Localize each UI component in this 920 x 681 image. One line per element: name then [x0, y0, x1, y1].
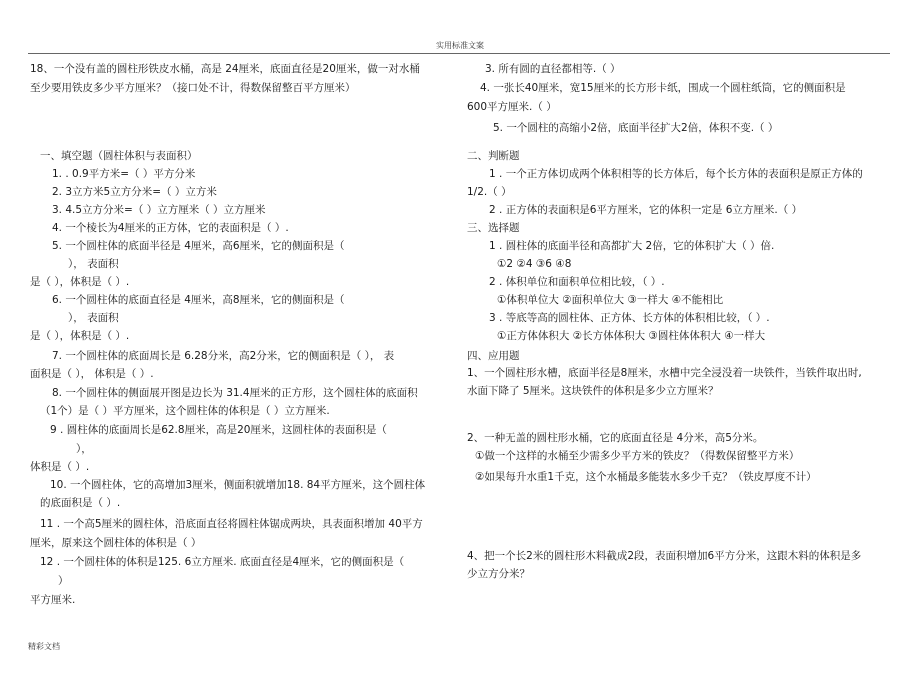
text-line: ①体积单位大 ②面积单位大 ③一样大 ④不能相比: [497, 294, 724, 306]
text-line: 1、一个圆柱形水槽，底面半径是8厘米，水槽中完全浸没着一块铁件，当铁件取出时,: [467, 367, 862, 379]
text-line: ②如果每升水重1千克，这个水桶最多能装水多少千克？（铁皮厚度不计）: [475, 471, 817, 483]
header-rule: [28, 53, 890, 54]
text-line: 3. 所有圆的直径都相等.（ ）: [485, 63, 621, 75]
text-line: 8. 一个圆柱体的侧面展开图是边长为 31.4厘米的正方形，这个圆柱体的底面积: [52, 387, 418, 399]
text-line: 4、把一个长2米的圆柱形木料截成2段，表面积增加6平方分米，这跟木料的体积是多: [467, 550, 862, 562]
page-header: 实用标准文案: [436, 41, 484, 50]
text-line: 7. 一个圆柱体的底面周长是 6.28分米，高2分米，它的侧面积是（ ）， 表: [52, 350, 395, 362]
text-line: 1 . 一个正方体切成两个体积相等的长方体后，每个长方体的表面积是原正方体的: [489, 168, 863, 180]
text-line: 1/2.（ ）: [467, 186, 512, 198]
text-line: （1个）是（ ）平方厘米，这个圆柱体的体积是（ ）立方厘米.: [40, 405, 330, 417]
text-line: 一、填空题（圆柱体积与表面积）: [40, 150, 198, 162]
text-line: 3 . 等底等高的圆柱体、正方体、长方体的体积相比较，（ ）.: [489, 312, 770, 324]
text-line: ①做一个这样的水桶至少需多少平方米的铁皮？（得数保留整平方米）: [475, 450, 800, 462]
text-line: 体积是（ ）.: [30, 461, 90, 473]
text-line: 11 . 一个高5厘米的圆柱体，沿底面直径将圆柱体锯成两块，具表面积增加 40平方: [40, 518, 423, 530]
text-line: 是（ ），体积是（ ）.: [30, 330, 130, 342]
text-line: ①正方体体积大 ②长方体体积大 ③圆柱体体积大 ④一样大: [497, 330, 766, 342]
text-line: 4. 一个棱长为4厘米的正方体，它的表面积是（ ）.: [52, 222, 289, 234]
text-line: 9 . 圆柱体的底面周长是62.8厘米，高是20厘米，这圆柱体的表面积是（: [50, 424, 387, 436]
text-line: 二、判断题: [467, 150, 520, 162]
text-line: 5. 一个圆柱体的底面半径是 4厘米，高6厘米，它的侧面积是（: [52, 240, 345, 252]
text-line: 600平方厘米.（ ）: [467, 101, 557, 113]
text-line: 6. 一个圆柱体的底面直径是 4厘米，高8厘米，它的侧面积是（: [52, 294, 345, 306]
text-line: 三、选择题: [467, 222, 520, 234]
text-line: 水面下降了 5厘米。这块铁件的体积是多少立方厘米？: [467, 385, 719, 397]
text-line: 10. 一个圆柱体，它的高增加3厘米，侧面积就增加18. 84平方厘米，这个圆柱体: [50, 479, 426, 491]
text-line: 3. 4.5立方分米=（ ）立方厘米（ ）立方厘米: [52, 204, 266, 216]
text-line: 的底面积是（ ）.: [40, 497, 121, 509]
text-line: 1. . 0.9平方米=（ ）平方分米: [52, 168, 196, 180]
text-line: 4. 一张长40厘米，宽15厘米的长方形卡纸，围成一个圆柱纸筒，它的侧面积是: [480, 82, 846, 94]
text-line: 1 . 圆柱体的底面半径和高都扩大 2倍，它的体积扩大（ ）倍.: [489, 240, 775, 252]
text-line: 2 . 正方体的表面积是6平方厘米，它的体积一定是 6立方厘米.（ ）: [489, 204, 803, 216]
text-line: 5. 一个圆柱的高缩小2倍，底面半径扩大2倍，体积不变.（ ）: [493, 122, 779, 134]
text-line: 12 . 一个圆柱体的体积是125. 6立方厘米. 底面直径是4厘米，它的侧面积是（: [40, 556, 405, 568]
text-line: 四、应用题: [467, 350, 520, 362]
text-line: 平方厘米.: [30, 594, 76, 606]
text-line: 厘米，原来这个圆柱体的体积是（ ）: [30, 537, 202, 549]
text-line: 少立方分米？: [467, 568, 530, 580]
text-line: 18、一个没有盖的圆柱形铁皮水桶，高是 24厘米，底面直径是20厘米，做一对水桶: [30, 63, 420, 75]
text-line: ），: [76, 443, 92, 455]
text-line: ）， 表面积: [68, 312, 119, 324]
text-line: ①2 ②4 ③6 ④8: [497, 258, 572, 270]
text-line: 是（ ），体积是（ ）.: [30, 276, 130, 288]
text-line: 2 . 体积单位和面积单位相比较，（ ）.: [489, 276, 665, 288]
page-footer: 精彩文档: [28, 642, 60, 651]
text-line: ）， 表面积: [68, 258, 119, 270]
text-line: ）: [58, 575, 69, 587]
text-line: 2. 3立方米5立方分米=（ ）立方米: [52, 186, 217, 198]
text-line: 2、一种无盖的圆柱形水桶，它的底面直径是 4分米，高5分米。: [467, 432, 764, 444]
text-line: 至少要用铁皮多少平方厘米？（接口处不计，得数保留整百平方厘米）: [30, 82, 356, 94]
text-line: 面积是（ ）， 体积是（ ）.: [30, 368, 154, 380]
